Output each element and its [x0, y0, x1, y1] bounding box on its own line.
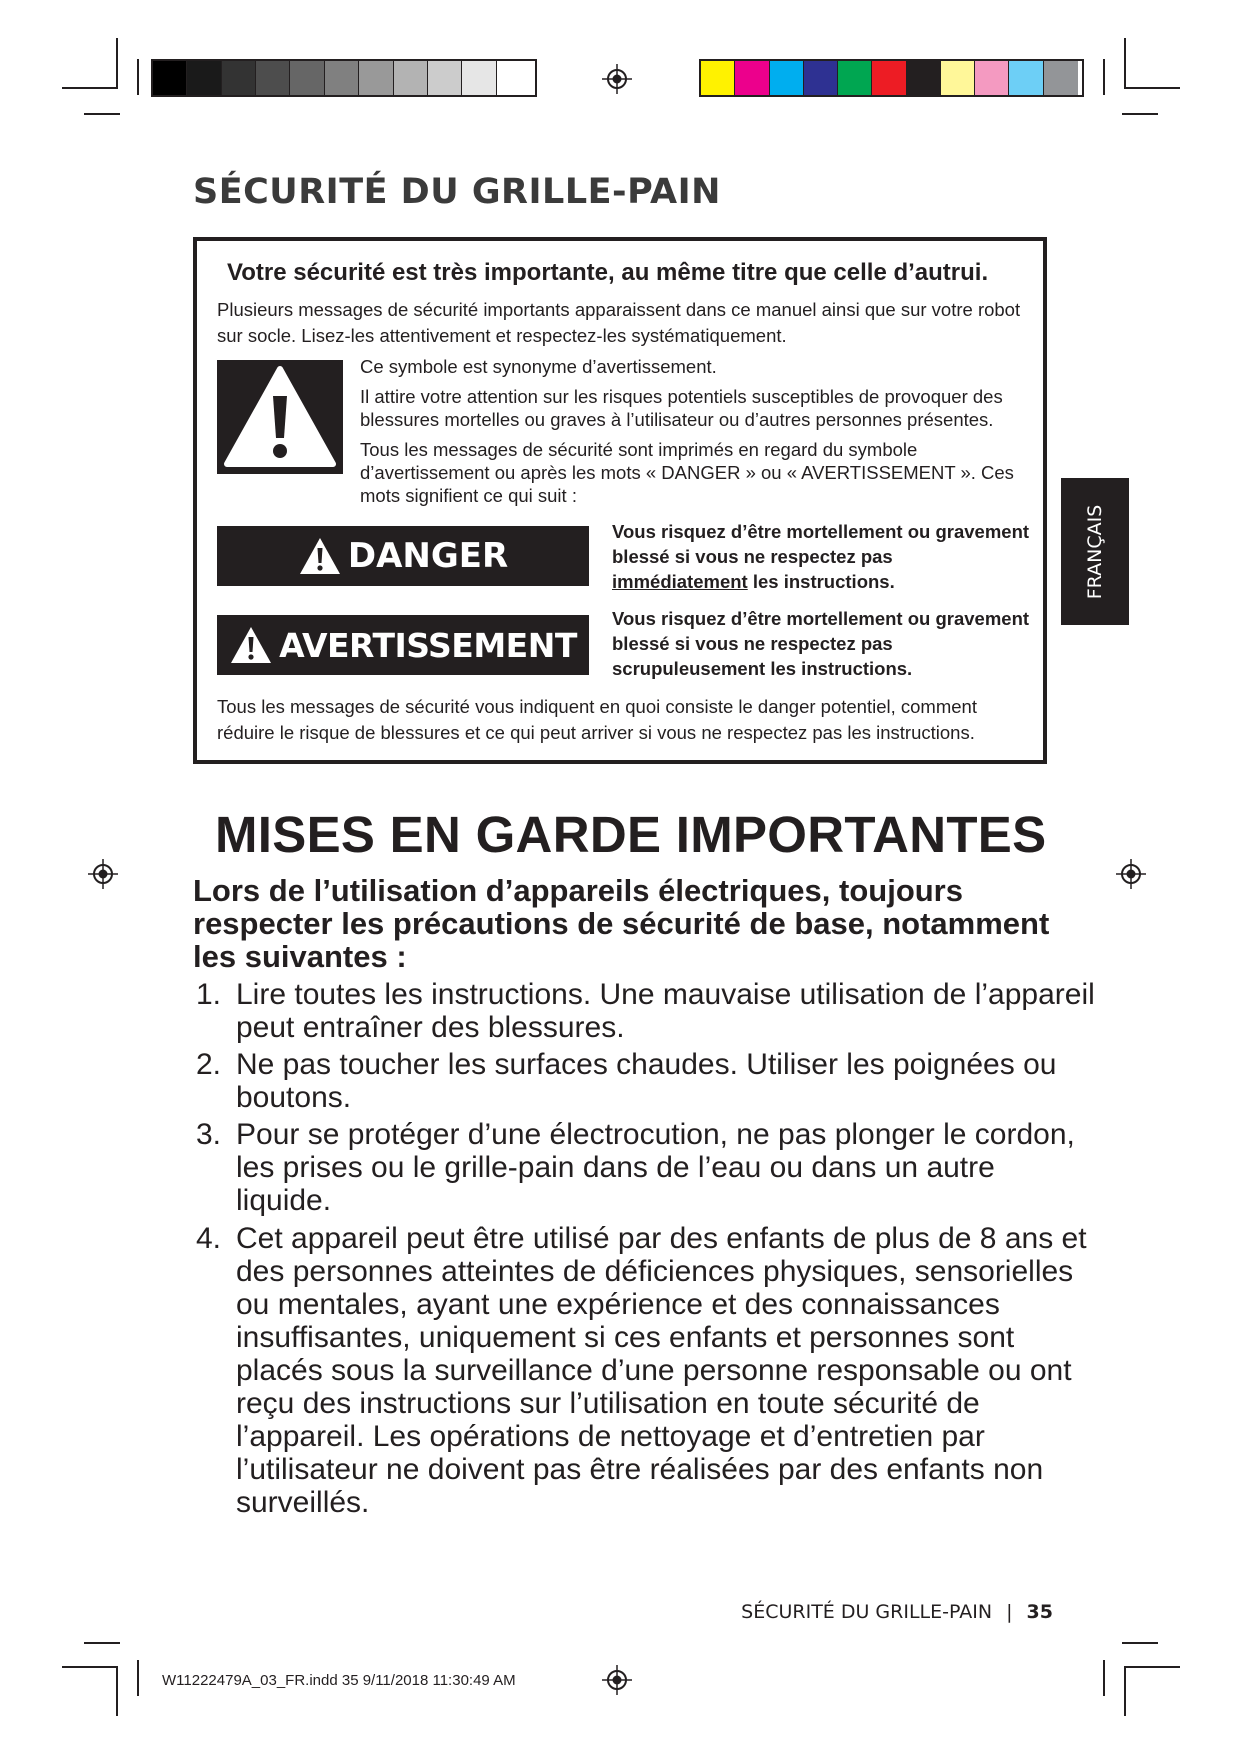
color-swatch	[907, 61, 941, 95]
symbol-line: Tous les messages de sécurité sont imprimés en regard du symbole d’avertissement ou après les mots « DANGER » ou « AVERTISSEMENT ». Ces mots signifient ce qui suit :	[360, 439, 1014, 506]
footer-separator: |	[1006, 1601, 1013, 1623]
warning-triangle-icon	[298, 536, 342, 576]
color-swatch	[256, 61, 290, 95]
warning-label: AVERTISSEMENT	[279, 625, 577, 665]
process-color-bar	[699, 59, 1084, 97]
safeguard-item	[196, 978, 1096, 1044]
running-title: SÉCURITÉ DU GRILLE-PAIN	[741, 1601, 993, 1623]
danger-signal-word	[217, 526, 589, 586]
color-swatch	[1009, 61, 1043, 95]
item-text: Cet appareil peut être utilisé par des enfants de plus de 8 ans et des personnes atteintes de déficiences physiques, sensorielles ou mentales, ayant une expérience et des connaissances insuffisantes, uniquement si ces enfants et personnes sont placés sous la surveillance d’une personne responsable ou ont reçu des instructions sur l’utilisation en toute sécurité de l’appareil. Les opérations de nettoyage et d’entretien par l’utilisateur ne doivent pas être réalisées par des enfants non surveillés.	[236, 1222, 1087, 1519]
language-tab-label: FRANÇAIS	[1084, 504, 1106, 599]
item-number: 3.	[196, 1118, 222, 1151]
symbol-explanation	[360, 355, 1040, 514]
color-swatch	[872, 61, 906, 95]
danger-desc-text-end: les instructions.	[747, 571, 895, 592]
color-swatch	[1044, 61, 1078, 95]
grayscale-color-bar	[151, 59, 537, 97]
color-swatch	[941, 61, 975, 95]
safety-headline: Votre sécurité est très importante, au même titre que celle d’autrui.	[227, 259, 989, 286]
page-footer	[741, 1601, 1053, 1623]
safety-information-box	[193, 237, 1047, 764]
safeguard-item	[196, 1118, 1096, 1217]
danger-desc-emphasis: immédiatement	[612, 571, 748, 592]
danger-desc-text: Vous risquez d’être mortellement ou gravement blessé si vous ne respectez pas	[612, 521, 1030, 567]
print-slug: W11222479A_03_FR.indd 35 9/11/2018 11:30:49 AM	[162, 1672, 516, 1689]
color-swatch	[462, 61, 496, 95]
safeguard-item	[196, 1222, 1096, 1519]
registration-mark-icon	[1116, 859, 1146, 889]
item-number: 2.	[196, 1048, 222, 1081]
color-swatch	[222, 61, 256, 95]
color-swatch	[428, 61, 462, 95]
item-text: Ne pas toucher les surfaces chaudes. Utiliser les poignées ou boutons.	[236, 1048, 1057, 1114]
registration-mark-icon	[88, 859, 118, 889]
safety-intro: Plusieurs messages de sécurité importants apparaissent dans ce manuel ainsi que sur votre robot sur socle. Lisez-les attentivement et respectez-les systématiquement.	[217, 299, 1021, 346]
item-text: Pour se protéger d’une électrocution, ne pas plonger le cordon, les prises ou le grille-pain dans de l’eau ou dans un autre liquide.	[236, 1118, 1075, 1217]
color-swatch	[701, 61, 735, 95]
danger-label: DANGER	[347, 536, 509, 576]
color-swatch	[497, 61, 531, 95]
item-number: 4.	[196, 1222, 222, 1255]
color-swatch	[975, 61, 1009, 95]
color-swatch	[325, 61, 359, 95]
registration-mark-icon	[602, 64, 632, 94]
danger-description	[612, 519, 1032, 594]
color-swatch	[290, 61, 324, 95]
color-swatch	[153, 61, 187, 95]
symbol-line: Ce symbole est synonyme d’avertissement.	[360, 356, 717, 377]
color-swatch	[770, 61, 804, 95]
warning-signal-word	[217, 615, 589, 675]
symbol-line: Il attire votre attention sur les risques potentiels susceptibles de provoquer des blessures mortelles ou graves à l’utilisateur ou d’autres personnes présentes.	[360, 386, 1003, 430]
color-swatch	[735, 61, 769, 95]
safeguards-lead: Lors de l’utilisation d’appareils électriques, toujours respecter les précautions de sécurité de base, notamment les suivantes :	[193, 873, 1050, 974]
safety-box-footer: Tous les messages de sécurité vous indiquent en quoi consiste le danger potentiel, comment réduire le risque de blessures et ce qui peut arriver si vous ne respectez pas les instructions.	[217, 696, 977, 743]
page-number: 35	[1026, 1601, 1053, 1623]
color-swatch	[838, 61, 872, 95]
registration-mark-icon	[602, 1665, 632, 1695]
warning-triangle-icon	[217, 360, 343, 474]
warning-description: Vous risquez d’être mortellement ou gravement blessé si vous ne respectez pas scrupuleusement les instructions.	[612, 608, 1030, 679]
color-swatch	[359, 61, 393, 95]
warning-triangle-icon	[229, 625, 273, 665]
safeguard-item	[196, 1048, 1096, 1114]
language-tab	[1061, 478, 1129, 625]
color-swatch	[187, 61, 221, 95]
item-text: Lire toutes les instructions. Une mauvaise utilisation de l’appareil peut entraîner des blessures.	[236, 978, 1095, 1044]
color-swatch	[804, 61, 838, 95]
safety-alert-symbol	[217, 360, 343, 474]
section-title: SÉCURITÉ DU GRILLE-PAIN	[193, 172, 721, 212]
item-number: 1.	[196, 978, 222, 1011]
safeguards-title: MISES EN GARDE IMPORTANTES	[215, 806, 1047, 863]
color-swatch	[394, 61, 428, 95]
